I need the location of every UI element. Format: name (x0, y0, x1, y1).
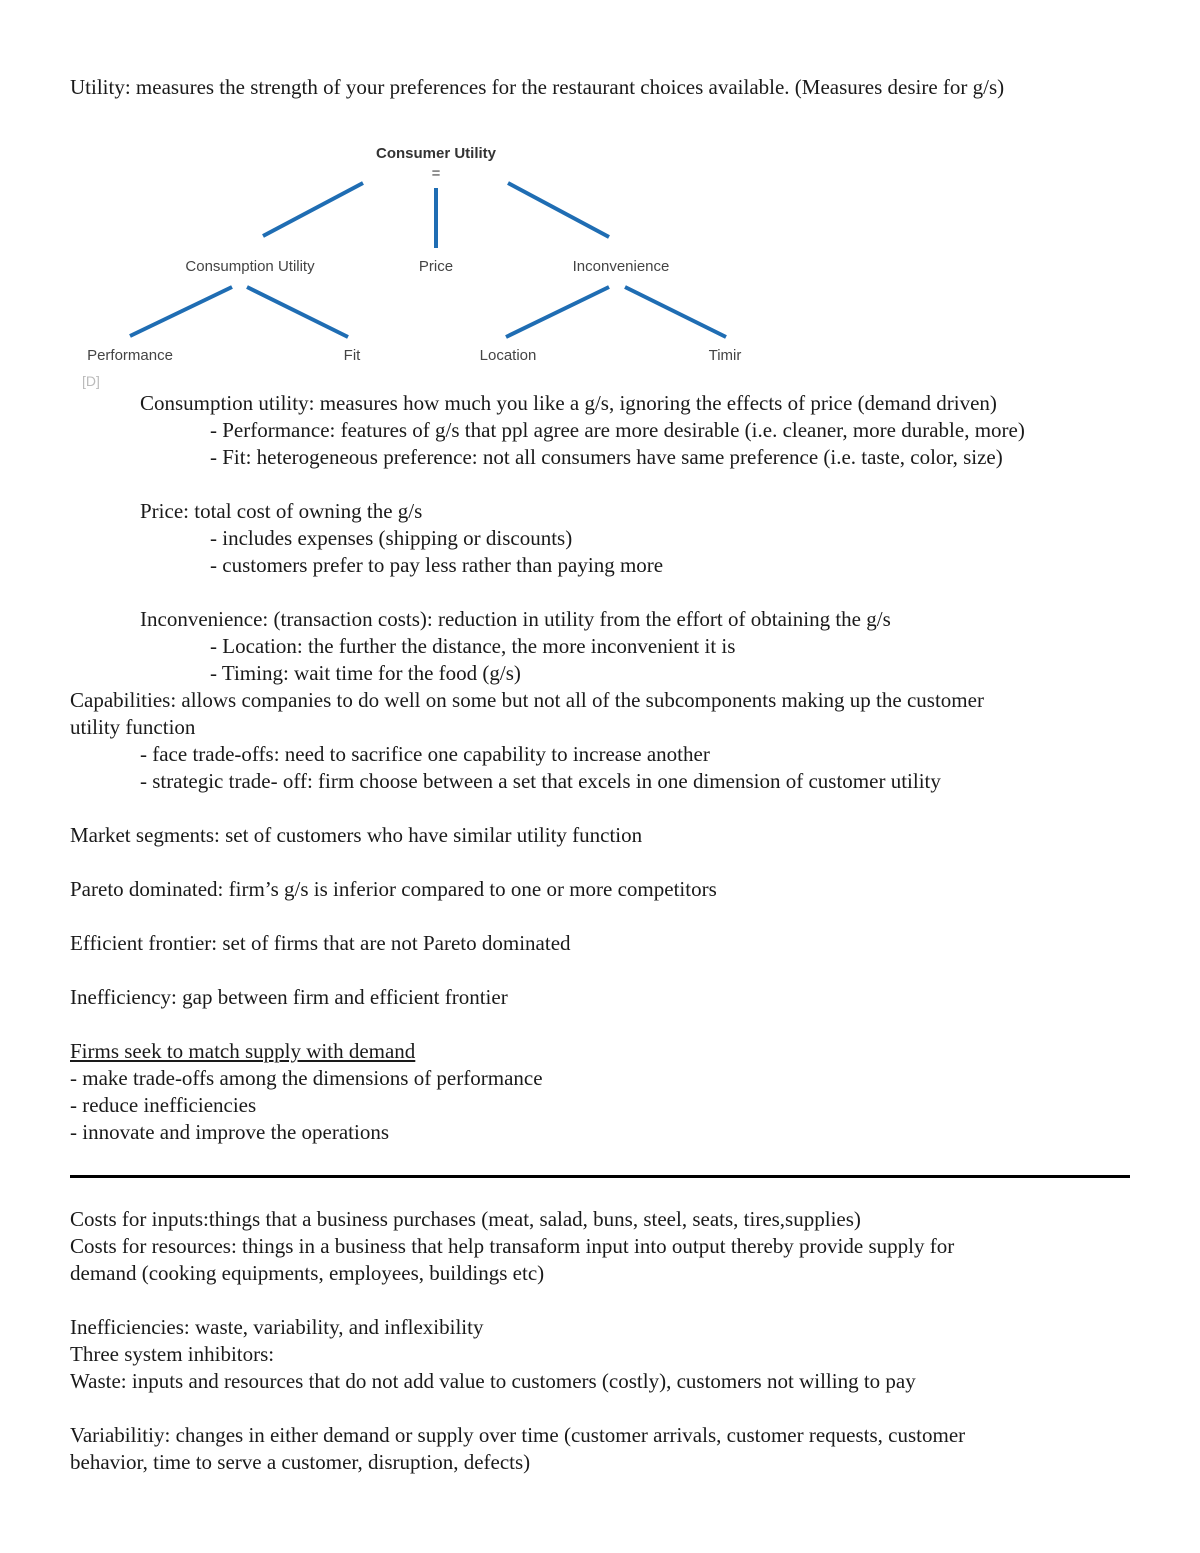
firms-bullet-3: - innovate and improve the operations (70, 1120, 389, 1144)
diagram-timing-label: Timir (708, 347, 742, 364)
intro-text: Utility: measures the strength of your preferences for the restaurant choices available. (Measures desire for g/s) (70, 75, 1005, 99)
firms-bullet-1: - make trade-offs among the dimensions of performance (70, 1066, 543, 1090)
system-inhibitors-line: Three system inhibitors: (70, 1342, 275, 1366)
consumer-utility-diagram (0, 130, 800, 390)
firms-heading: Firms seek to match supply with demand (70, 1039, 416, 1063)
location-bullet: - Location: the further the distance, the more inconvenient it is (210, 634, 736, 658)
timing-bullet: - Timing: wait time for the food (g/s) (210, 661, 521, 685)
diagram-inconvenience-label: Inconvenience (572, 258, 670, 275)
horizontal-divider (70, 1175, 1130, 1178)
edge-consumption-performance (130, 287, 232, 336)
edge-root-consumption (263, 183, 363, 236)
price-heading: Price: total cost of owning the g/s (140, 499, 423, 523)
performance-bullet: - Performance: features of g/s that ppl agree are more desirable (i.e. cleaner, more durable, more) (210, 418, 1025, 442)
capabilities-bullet-1: - face trade-offs: need to sacrifice one capability to increase another (140, 742, 710, 766)
edge-inconvenience-timing (625, 287, 726, 337)
variability-line-1: Variabilitiy: changes in either demand or supply over time (customer arrivals, customer requests, customer (70, 1423, 966, 1447)
diagram-performance-label: Performance (87, 347, 173, 364)
edge-inconvenience-location (506, 287, 609, 337)
costs-resources-line-2: demand (cooking equipments, employees, buildings etc) (70, 1261, 545, 1285)
edge-root-inconvenience (508, 183, 609, 237)
costs-resources-line-1: Costs for resources: things in a business that help transaform input into output thereby provide supply for (70, 1234, 955, 1258)
variability-line-2: behavior, time to serve a customer, disruption, defects) (70, 1450, 531, 1474)
capabilities-line-2: utility function (70, 715, 196, 739)
inconvenience-heading: Inconvenience: (transaction costs): reduction in utility from the effort of obtaining the g/s (140, 607, 891, 631)
diagram-root-label: Consumer Utility (375, 145, 497, 162)
capabilities-bullet-2: - strategic trade- off: firm choose between a set that excels in one dimension of customer utility (140, 769, 941, 793)
efficient-frontier-line: Efficient frontier: set of firms that are not Pareto dominated (70, 931, 571, 955)
price-bullet-1: - includes expenses (shipping or discounts) (210, 526, 573, 550)
diagram-consumption-label: Consumption Utility (185, 258, 315, 275)
diagram-fit-label: Fit (343, 347, 361, 364)
diagram-root-equals: = (431, 165, 441, 182)
market-segments-line: Market segments: set of customers who have similar utility function (70, 823, 643, 847)
diagram-location-label: Location (479, 347, 537, 364)
price-bullet-2: - customers prefer to pay less rather than paying more (210, 553, 664, 577)
costs-inputs-line: Costs for inputs:things that a business purchases (meat, salad, buns, steel, seats, tires,supplies) (70, 1207, 861, 1231)
firms-bullet-2: - reduce inefficiencies (70, 1093, 257, 1117)
diagram-price-label: Price (418, 258, 454, 275)
inefficiency-line: Inefficiency: gap between firm and efficient frontier (70, 985, 508, 1009)
pareto-line: Pareto dominated: firm’s g/s is inferior compared to one or more competitors (70, 877, 717, 901)
edge-consumption-fit (247, 287, 348, 337)
capabilities-line-1: Capabilities: allows companies to do well on some but not all of the subcomponents making up the customer (70, 688, 984, 712)
diagram-stray-mark: [D] (82, 373, 100, 389)
waste-line: Waste: inputs and resources that do not add value to customers (costly), customers not willing to pay (70, 1369, 916, 1393)
inefficiencies-line: Inefficiencies: waste, variability, and inflexibility (70, 1315, 484, 1339)
fit-bullet: - Fit: heterogeneous preference: not all consumers have same preference (i.e. taste, color, size) (210, 445, 1003, 469)
consumption-heading: Consumption utility: measures how much you like a g/s, ignoring the effects of price (demand driven) (140, 391, 997, 415)
